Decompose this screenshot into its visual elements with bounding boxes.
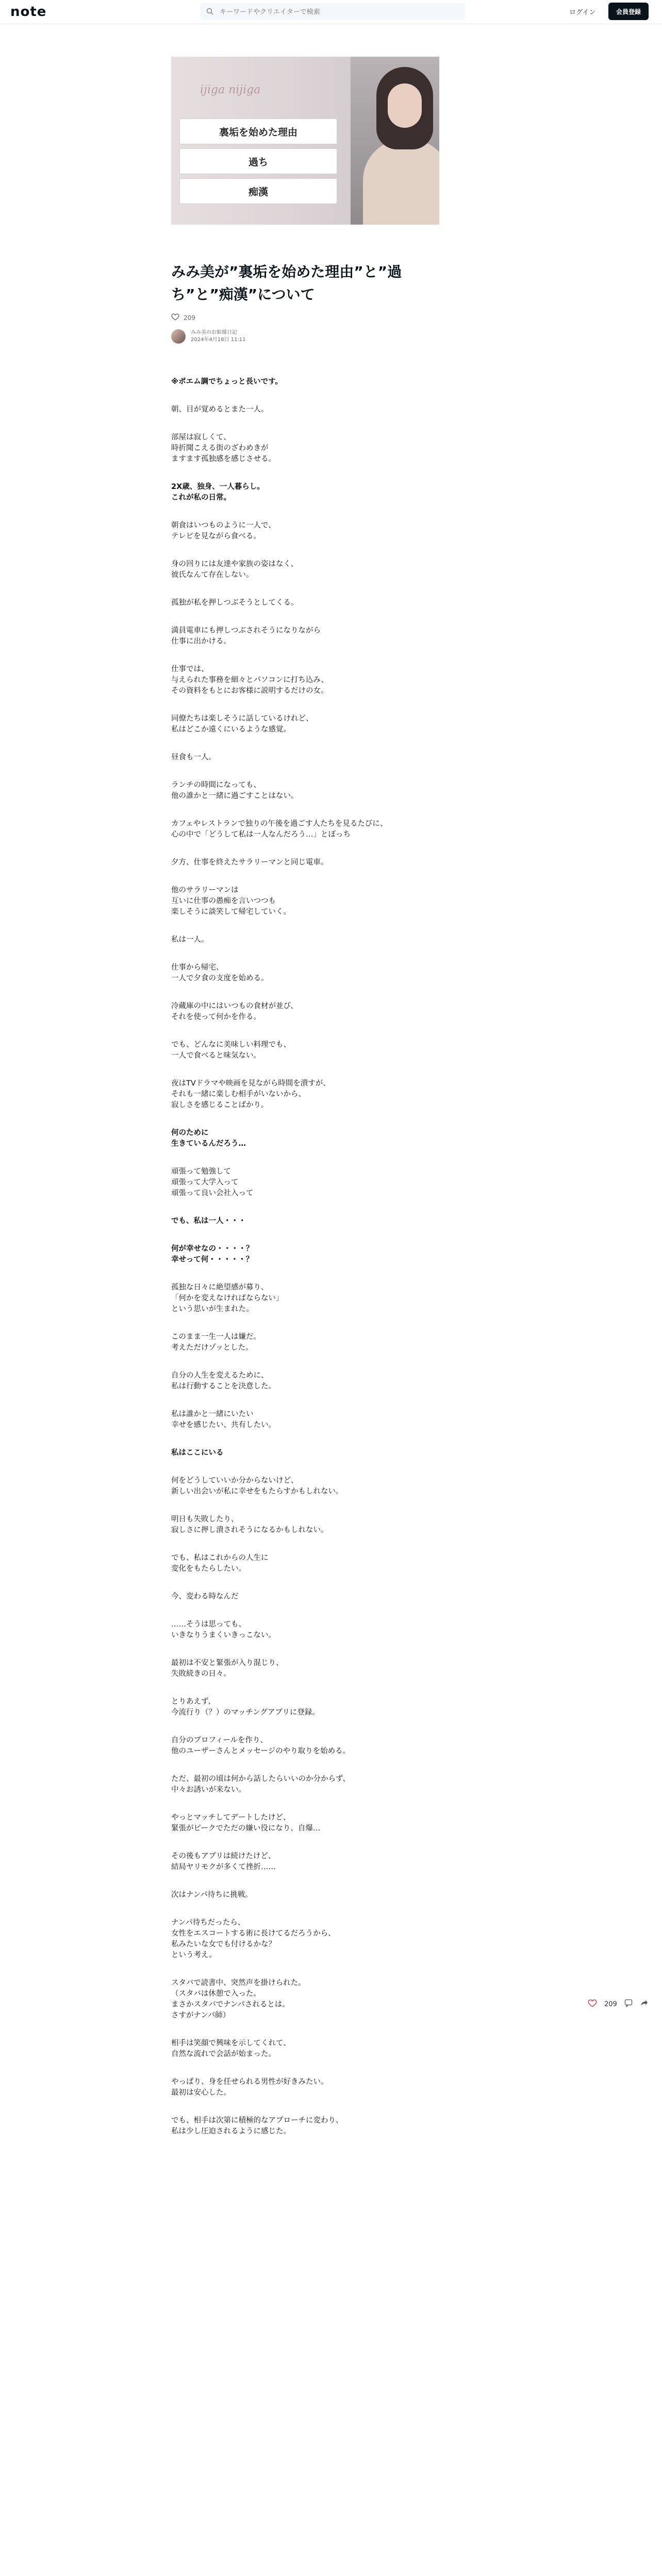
body-paragraph: でも、相手は次第に積極的なアプローチに変わり、 私は少し圧迫されるように感じた。 [171, 2116, 343, 2136]
body-paragraph: ※ポエム調でちょっと長いです。 [171, 378, 283, 386]
body-paragraph: 明日も失敗したり、 寂しさに押し潰されそうになるかもしれない。 [171, 1515, 328, 1534]
hero-figure-face [388, 83, 422, 128]
body-paragraph: 仕事では、 与えられた事務を細々とパソコンに打ち込み、 その資料をもとにお客様に説明するだけの女。 [171, 665, 329, 695]
body-paragraph: 2X歳、独身、一人暮らし。 これが私の日常。 [171, 483, 264, 502]
floating-action-bar [588, 1999, 648, 2009]
body-paragraph: でも、私はこれからの人生に 変化をもたらしたい。 [171, 1554, 269, 1573]
author-name[interactable]: みみ美のお姫様日記 [191, 330, 237, 335]
hero-image [171, 57, 439, 225]
body-paragraph: このまま一生一人は嫌だ。 考えただけゾッとした。 [171, 1333, 261, 1352]
body-paragraph: 夜はTVドラマや映画を見ながら時間を潰すが、 それも一緒に楽しむ相手がいないから、 寂しさを感じることばかり。 [171, 1079, 330, 1109]
body-paragraph: 他のサラリーマンは 互いに仕事の愚痴を言いつつも 楽しそうに談笑して帰宅していく。 [171, 886, 291, 916]
body-paragraph: ……そうは思っても、 いきなりうまくいきっこない。 [171, 1620, 276, 1639]
hero-pill-3: 痴漢 [179, 178, 337, 204]
like-count: 209 [184, 314, 195, 321]
body-paragraph: やっぱり、身を任せられる男性が好きみたい。 最初は安心した。 [171, 2078, 328, 2097]
search-box[interactable] [200, 3, 465, 20]
note-logo[interactable]: note [10, 4, 47, 20]
heart-icon[interactable] [588, 1999, 597, 2009]
comment-icon[interactable] [624, 1999, 633, 2009]
article-title: みみ美が”裏垢を始めた理由”と”過ち”と”痴漢”について [171, 263, 402, 303]
hero-pill-1: 裏垢を始めた理由 [179, 118, 337, 144]
body-paragraph: でも、どんなに美味しい料理でも、 一人で食べると味気ない。 [171, 1041, 291, 1060]
body-paragraph: 私はここにいる [171, 1449, 224, 1457]
body-paragraph: 冷蔵庫の中にはいつもの食材が並び、 それを使って何かを作る。 [171, 1002, 298, 1021]
article [171, 57, 491, 2154]
author-block[interactable] [171, 329, 491, 344]
body-paragraph: 仕事から帰宅、 一人で夕食の支度を始める。 [171, 963, 269, 982]
body-paragraph: 何をどうしていいか分からないけど、 新しい出会いが私に幸せをもたらすかもしれない。 [171, 1477, 343, 1496]
body-paragraph: 相手は笑顔で興味を示してくれて、 自然な流れで会話が始まった。 [171, 2039, 291, 2058]
site-header [0, 0, 662, 24]
publish-date: 2024年4月18日 11:11 [191, 337, 246, 343]
share-icon[interactable] [640, 1999, 648, 2009]
body-paragraph: 何のために 生きているんだろう… [171, 1129, 246, 1148]
body-paragraph: 最初は不安と緊張が入り混じり、 失敗続きの日々。 [171, 1659, 284, 1678]
body-paragraph: 頑張って勉強して 頑張って大学入って 頑張って良い会社入って [171, 1167, 254, 1197]
body-paragraph: 私は誰かと一緒にいたい 幸せを感じたい、共有したい。 [171, 1410, 276, 1429]
like-row [171, 313, 491, 322]
body-paragraph: 夕方、仕事を終えたサラリーマンと同じ電車。 [171, 858, 328, 867]
body-paragraph: 朝食はいつものように一人で、 テレビを見ながら食べる。 [171, 521, 276, 540]
body-paragraph: ランチの時間になっても、 他の誰かと一緒に過ごすことはない。 [171, 781, 299, 800]
body-paragraph: スタバで読書中、突然声を掛けられた。 （スタバは休憩で入った。 まさかスタバでナンパされるとは。 さすがナンパ師） [171, 1979, 306, 2020]
body-paragraph: その後もアプリは続けたけど、 結局ヤリモクが多くて挫折…… [171, 1852, 276, 1871]
body-paragraph: 次はナンパ待ちに挑戦。 [171, 1891, 253, 1899]
float-like-count: 209 [604, 2000, 617, 2008]
body-paragraph: 孤独な日々に絶望感が募り、 「何かを変えなければならない」 という思いが生まれた。 [171, 1283, 284, 1313]
body-paragraph: 同僚たちは楽しそうに話しているけれど、 私はどこか遠くにいるような感覚。 [171, 715, 313, 734]
body-paragraph: 今、変わる時なんだ [171, 1592, 239, 1601]
body-paragraph: 自分のプロフィールを作り、 他のユーザーさんとメッセージのやり取りを始める。 [171, 1736, 351, 1755]
body-paragraph: 孤独が私を押しつぶそうとしてくる。 [171, 599, 299, 607]
body-paragraph: 身の回りには友達や家族の姿はなく、 彼氏なんて存在しない。 [171, 560, 299, 579]
search-icon [206, 7, 213, 17]
hero-pill-2: 過ち [179, 148, 337, 174]
body-paragraph: やっとマッチしてデートしたけど、 緊張がピークでただの嫌い役になり、自爆… [171, 1814, 321, 1833]
body-paragraph: とりあえず、 今流行り（？）のマッチングアプリに登録。 [171, 1698, 320, 1717]
body-paragraph: 自分の人生を変えるために、 私は行動することを決意した。 [171, 1371, 276, 1391]
body-paragraph: 何が幸せなの・・・・？ 幸せって何・・・・・？ [171, 1245, 254, 1264]
hero-script-text: ijiga nijiga [200, 83, 261, 96]
article-body [171, 377, 460, 2137]
body-paragraph: 満員電車にも押しつぶされそうになりながら 仕事に出かける。 [171, 626, 321, 646]
hero-figure-body [363, 139, 439, 225]
signup-button[interactable]: 会員登録 [608, 3, 649, 20]
body-paragraph: 昼食も一人。 [171, 753, 216, 761]
body-paragraph: 朝、目が覚めるとまた一人。 [171, 405, 269, 414]
body-paragraph: カフェやレストランで独りの午後を過ごす人たちを見るたびに、 心の中で「どうして私は一人なんだろう…」とぼっち [171, 820, 388, 839]
body-paragraph: でも、私は一人・・・ [171, 1217, 246, 1225]
avatar[interactable] [171, 329, 186, 344]
body-paragraph: 部屋は寂しくて、 時折聞こえる街のざわめきが ますます孤独感を感じさせる。 [171, 433, 276, 463]
search-input[interactable] [219, 3, 458, 21]
body-paragraph: ただ、最初の頃は何から話したらいいのか分からず、 中々お誘いが来ない。 [171, 1775, 350, 1794]
body-paragraph: ナンパ待ちだったら、 女性をエスコートする術に長けてるだろうから、 私みたいな女でも付けるかな？ という考え。 [171, 1919, 336, 1959]
body-paragraph: 私は一人。 [171, 936, 209, 944]
login-link[interactable]: ログイン [569, 9, 596, 16]
heart-icon[interactable] [171, 313, 179, 322]
